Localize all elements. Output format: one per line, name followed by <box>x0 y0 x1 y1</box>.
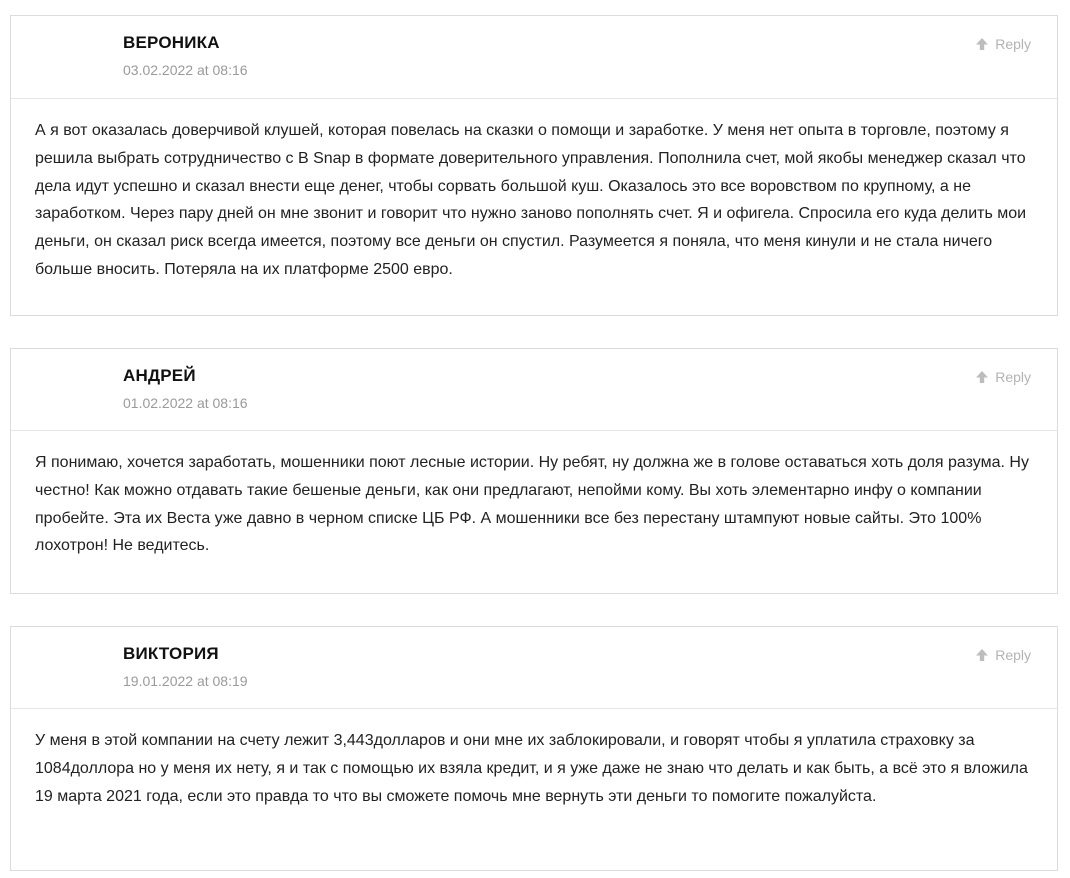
comment-header <box>11 349 1057 431</box>
reply-button[interactable] <box>975 369 1031 385</box>
reply-label: Reply <box>995 36 1031 52</box>
reply-button[interactable] <box>975 647 1031 663</box>
comment-header <box>11 16 1057 99</box>
comment-date: 01.02.2022 at 08:16 <box>123 395 248 411</box>
comment-card <box>10 348 1058 594</box>
comment-author: АНДРЕЙ <box>123 366 196 385</box>
reply-button[interactable] <box>975 36 1031 52</box>
comment-header <box>11 627 1057 709</box>
comment-author: ВЕРОНИКА <box>123 33 220 52</box>
reply-label: Reply <box>995 647 1031 663</box>
comment-text: А я вот оказалась доверчивой клушей, которая повелась на сказки о помощи и заработке. У меня нет опыта в торговле, поэтому я решила выбрать сотрудничество с B Snap в формате доверительного управления. Пополнила счет, мой якобы менеджер сказал что дела идут успешно и сказал внести еще денег, чтобы сорвать большой куш. Оказалось это все воровством по крупному, а не заработком. Через пару дней он мне звонит и говорит что нужно заново пополнять счет. Я и офигела. Спросила его куда делить мои деньги, он сказал риск всегда имеется, поэтому все деньги он спустил. Разумеется я поняла, что меня кинули и не стала ничего больше вносить. Потеряла на их платформе 2500 евро. <box>35 122 1027 278</box>
comment-card <box>10 15 1058 316</box>
comment-text: Я понимаю, хочется заработать, мошенники поют лесные истории. Ну ребят, ну должна же в голове оставаться хоть доля разума. Ну честно! Как можно отдавать такие бешеные деньги, как они предлагают, непойми кому. Вы хоть элементарно инфу о компании пробейте. Эта их Веста уже давно в черном списке ЦБ РФ. А мошенники все без перестану штампуют новые сайты. Это 100% лохотрон! Не ведитесь. <box>35 454 1029 555</box>
arrow-up-icon <box>975 370 989 384</box>
comment-date: 03.02.2022 at 08:16 <box>123 62 248 78</box>
arrow-up-icon <box>975 648 989 662</box>
comment-card <box>10 626 1058 871</box>
comment-text: У меня в этой компании на счету лежит 3,443долларов и они мне их заблокировали, и говорят чтобы я уплатила страховку за 1084доллора но у меня их нету, я и так с помощью их взяла кредит, и я уже даже не знаю что делать и как быть, а всё это я вложила 19 марта 2021 года, если это правда то что вы сможете помочь мне вернуть эти деньги то помогите пожалуйста. <box>35 732 1028 805</box>
comment-author: ВИКТОРИЯ <box>123 644 219 663</box>
arrow-up-icon <box>975 37 989 51</box>
reply-label: Reply <box>995 369 1031 385</box>
comment-date: 19.01.2022 at 08:19 <box>123 673 248 689</box>
